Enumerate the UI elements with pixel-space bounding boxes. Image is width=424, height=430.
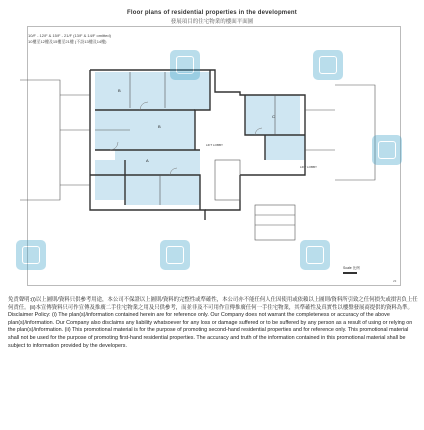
unit-b-label: B bbox=[118, 88, 121, 93]
title-english: Floor plans of residential properties in the development bbox=[127, 10, 297, 16]
watermark-logo-5 bbox=[160, 240, 190, 270]
watermark-logo-4 bbox=[16, 240, 46, 270]
disclaimer bbox=[8, 297, 418, 350]
unit-a-label: A bbox=[146, 158, 149, 163]
disclaimer-english: Disclaimer Policy: (i) The plan(s)/information contained herein are for reference only. Our Company does not warrant the completeness or accuracy of the above plan(s)/information. Our Company also disclaims any liability whatsoever for any loss or damage suffered or to be suffered by any person as a result of using or relying on the plan(s)/information. (ii) This promotional material is for the purpose of promoting second-hand residential properties and for reference only. This promotional material shall not be used for the purpose of promoting first-hand residential properties. The accuracy and truth of the information contained in this promotional material shall be subject to information provided by the developers. bbox=[8, 312, 413, 349]
scale-label: Scale 比例 bbox=[343, 266, 360, 270]
title-chinese: 發展項目的住宅物業的樓面平面圖 bbox=[170, 19, 254, 25]
lift-lobby-label: LIFT LOBBY bbox=[206, 143, 223, 147]
watermark-logo-1 bbox=[170, 50, 200, 80]
watermark-logo-6 bbox=[300, 240, 330, 270]
watermark-logo-2 bbox=[313, 50, 343, 80]
unit-c-label: C bbox=[272, 114, 275, 119]
page-number: 23 bbox=[393, 279, 397, 283]
unit-b-main-label: B bbox=[158, 124, 161, 129]
scale-bar bbox=[343, 272, 357, 274]
lift-lobby-label-2: LIFT LOBBY bbox=[300, 165, 317, 169]
disclaimer-chinese: 免責聲明:(i)以上圖則/資料只供參考用途，本公司不保證以上圖則/資料的完整性或準確性，本公司亦不能任何人仕因使用或依賴以上圖則/資料所引致之任何損失或損害負上任何責任。(ii)本宣傳資料只可作宣傳及推廣二手住宅物業之用及只供參考，而並非及不可用作宣傳推廣任何一手住宅物業，其準確性及真實性以樓盤發展商提供的資料為準。 bbox=[8, 297, 418, 311]
scale-indicator bbox=[343, 266, 360, 274]
floor-info-english: 10/F - 12/F & 15/F - 21/F (13/F & 14/F omitted) bbox=[28, 33, 111, 38]
watermark-logo-3 bbox=[372, 135, 402, 165]
floor-info-chinese: 10樓至12樓及15樓至21樓 (不設13樓及14樓) bbox=[28, 38, 107, 44]
